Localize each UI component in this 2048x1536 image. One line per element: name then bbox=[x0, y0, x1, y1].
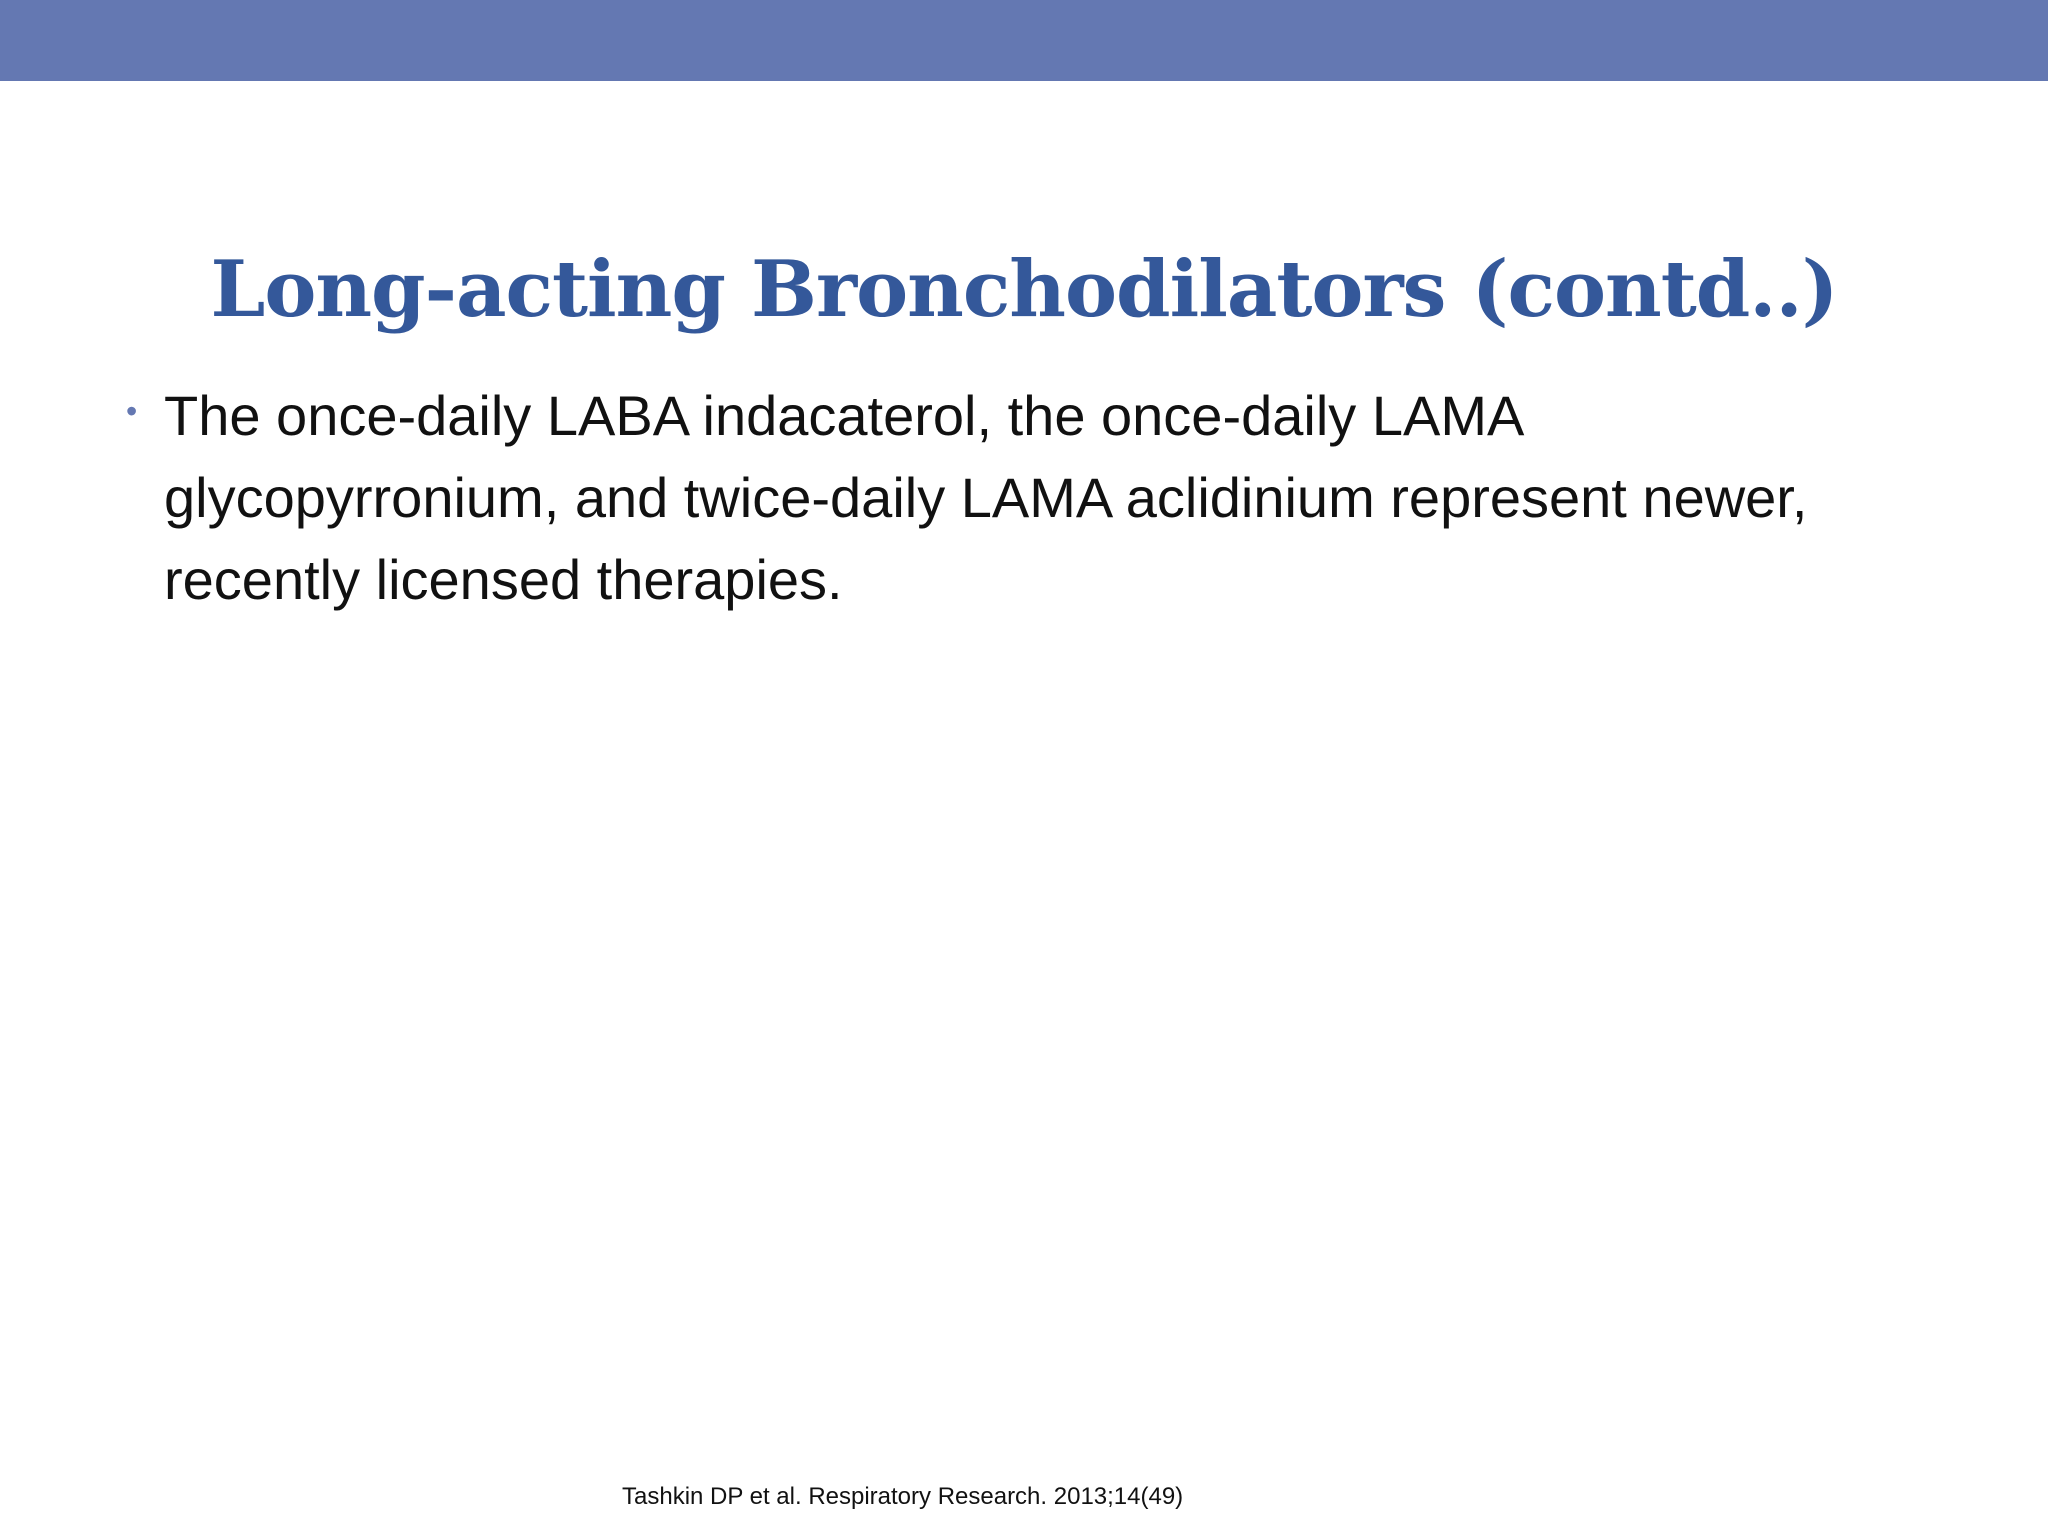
bullet-item bbox=[118, 375, 1878, 621]
citation-footnote: Tashkin DP et al. Respiratory Research. 2013;14(49) bbox=[622, 1483, 1184, 1510]
bullet-list bbox=[118, 375, 1878, 621]
top-accent-band bbox=[0, 0, 2048, 81]
bullet-marker-icon: • bbox=[126, 393, 138, 429]
slide-title: Long-acting Bronchodilators (contd..) bbox=[210, 244, 1838, 336]
bullet-text: The once-daily LABA indacaterol, the once-daily LAMA glycopyrronium, and twice-daily LAMA aclidinium represent newer, recently licensed therapies. bbox=[164, 384, 1808, 611]
